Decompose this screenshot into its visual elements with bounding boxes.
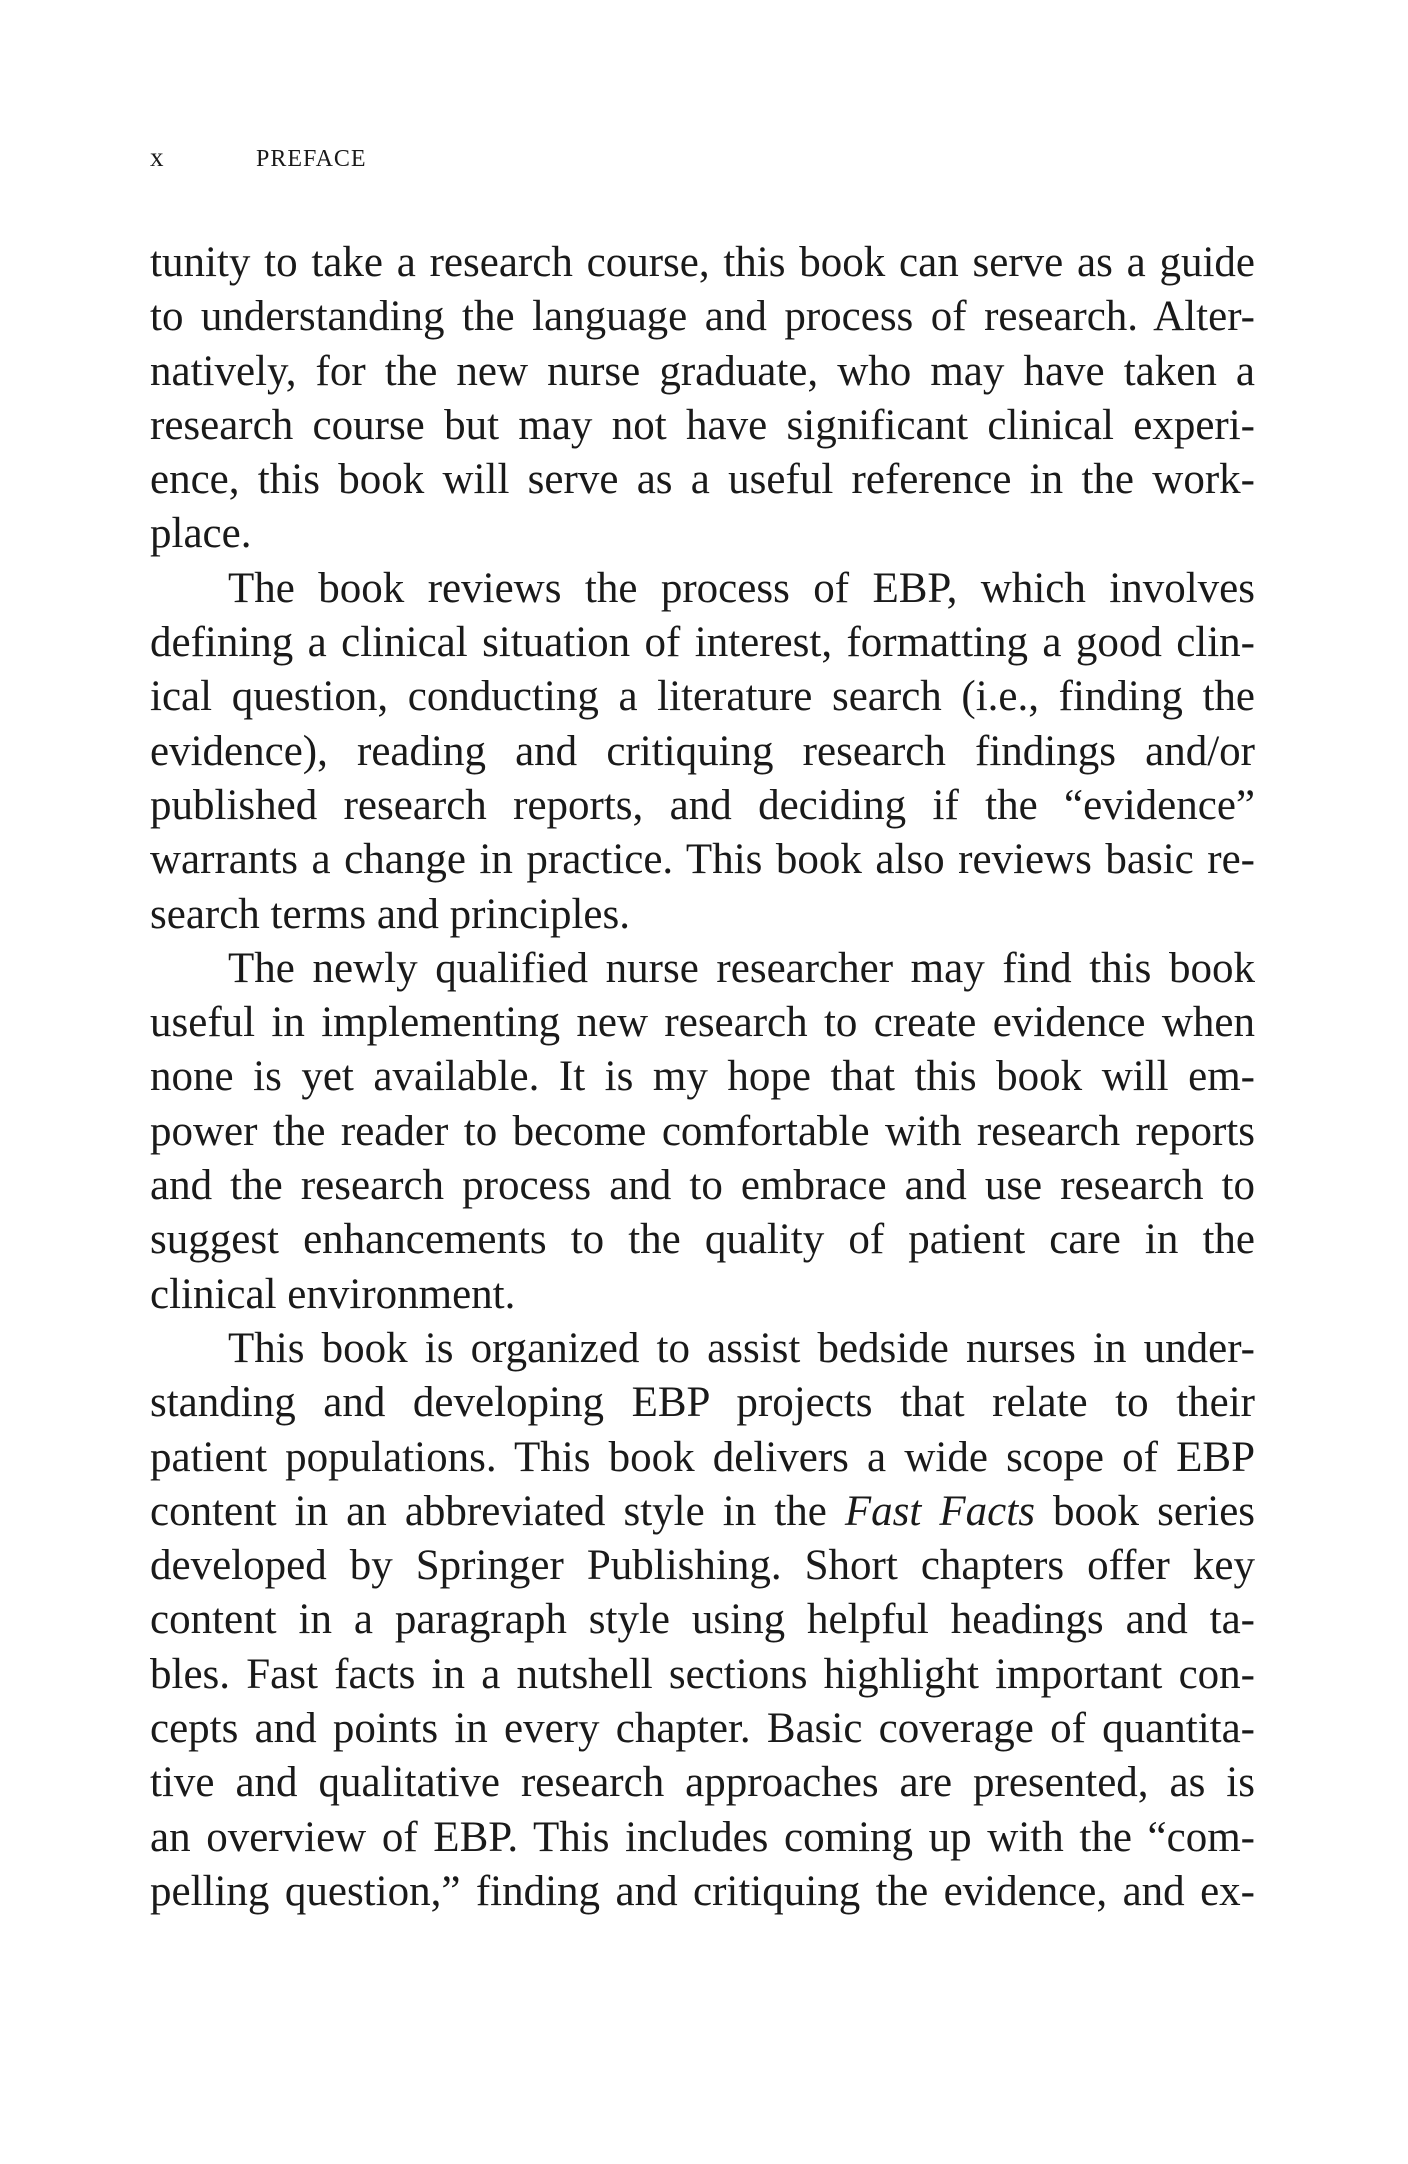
text-line: tive and qualitative research approaches are presented, as is [150, 1759, 1255, 1807]
text-line: evidence), reading and critiquing research findings and/or [150, 727, 1255, 775]
text-line: useful in implementing new research to create evidence when [150, 999, 1255, 1047]
text-line: cepts and points in every chapter. Basic coverage of quantita- [150, 1705, 1255, 1753]
text-line: defining a clinical situation of interest, formatting a good clin- [150, 619, 1255, 667]
section-title: PREFACE [256, 146, 367, 172]
text-line: power the reader to become comfortable with research reports [150, 1107, 1255, 1155]
series-title: Fast Facts [844, 1487, 1035, 1535]
text-line: warrants a change in practice. This book also reviews basic re- [150, 836, 1255, 884]
text-line: The book reviews the process of EBP, which involves [228, 564, 1255, 612]
body-text [150, 236, 1255, 1919]
text-line: none is yet available. It is my hope that this book will em- [150, 1053, 1255, 1101]
text-line: bles. Fast facts in a nutshell sections highlight important con- [150, 1650, 1255, 1698]
text-line: tunity to take a research course, this book can serve as a guide [150, 239, 1255, 286]
text-line: pelling question,” finding and critiquing the evidence, and ex- [150, 1867, 1255, 1915]
text-line-with-title [150, 1485, 1255, 1539]
text-line: ical question, conducting a literature search (i.e., finding the [150, 673, 1255, 721]
book-page [150, 0, 1255, 2164]
text-line: clinical environment. [150, 1270, 516, 1318]
text-line: developed by Springer Publishing. Short chapters offer key [150, 1542, 1255, 1590]
text-line: to understanding the language and process of research. Alter- [150, 293, 1255, 341]
text-line: suggest enhancements to the quality of patient care in the [150, 1216, 1255, 1264]
text-line: place. [150, 510, 252, 558]
text-line: ence, this book will serve as a useful reference in the work- [150, 456, 1255, 504]
text-line: standing and developing EBP projects that relate to their [150, 1379, 1255, 1427]
text-line: natively, for the new nurse graduate, who may have taken a [150, 347, 1255, 395]
running-head [150, 144, 367, 171]
text-line: The newly qualified nurse researcher may find this book [228, 944, 1255, 992]
text-line: an overview of EBP. This includes coming up with the “com- [150, 1813, 1255, 1861]
text-line: and the research process and to embrace and use research to [150, 1162, 1255, 1210]
text-line: published research reports, and deciding if the “evidence” [150, 781, 1255, 829]
text-line: research course but may not have significant clinical experi- [150, 401, 1255, 449]
text-line: content in a paragraph style using helpful headings and ta- [150, 1596, 1255, 1644]
text-segment: content in an abbreviated style in the [150, 1487, 827, 1535]
text-segment: book series [1053, 1487, 1256, 1535]
text-line: This book is organized to assist bedside nurses in under- [228, 1324, 1255, 1372]
page-number: x [150, 142, 164, 172]
text-line: search terms and principles. [150, 890, 630, 938]
text-line: patient populations. This book delivers a wide scope of EBP [150, 1433, 1255, 1481]
